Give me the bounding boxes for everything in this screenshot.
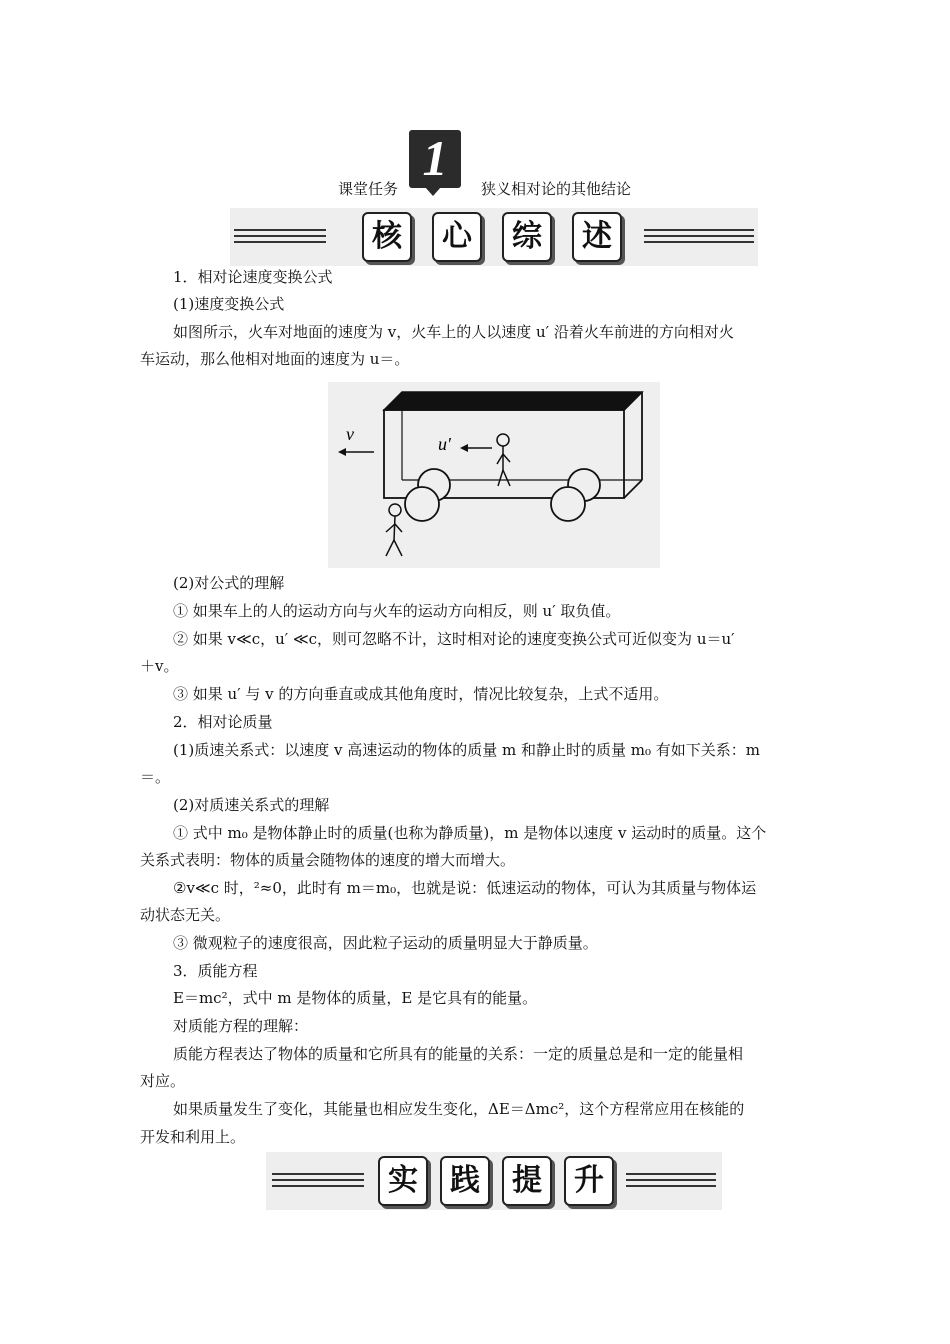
train-figure <box>328 382 660 568</box>
banner-practice <box>266 1152 722 1210</box>
section-heading: 2．相对论质量 <box>173 713 273 731</box>
banner-char: 核 <box>362 212 412 262</box>
list-item: 动状态无关。 <box>140 906 231 924</box>
list-item: ② 如果 v≪c，u′ ≪c，则可忽略不计，这时相对论的速度变换公式可近似变为 u＝u′ <box>173 630 735 648</box>
subheading: (2)对质速关系式的理解 <box>173 796 330 814</box>
subheading: (2)对公式的理解 <box>173 574 285 592</box>
paragraph: ＝。 <box>140 768 171 786</box>
paragraph: 对应。 <box>140 1072 186 1090</box>
paragraph: 车运动，那么他相对地面的速度为 u＝。 <box>140 350 410 368</box>
task-number: 1 <box>422 130 448 186</box>
paragraph: 质能方程表达了物体的质量和它所具有的能量的关系：一定的质量总是和一定的能量相 <box>173 1045 744 1063</box>
paragraph: 如图所示，火车对地面的速度为 v，火车上的人以速度 u′ 沿着火车前进的方向相对火 <box>173 323 734 341</box>
task-header <box>338 130 658 200</box>
label-u-prime: u′ <box>438 434 451 454</box>
list-item: 关系式表明：物体的质量会随物体的速度的增大而增大。 <box>140 851 516 869</box>
list-item: ③ 如果 u′ 与 v 的方向垂直或成其他角度时，情况比较复杂，上式不适用。 <box>173 685 669 703</box>
banner-char: 述 <box>572 212 622 262</box>
task-label: 课堂任务 <box>338 180 399 198</box>
banner-char: 升 <box>564 1156 614 1206</box>
paragraph: (1)质速关系式：以速度 v 高速运动的物体的质量 m 和静止时的质量 m₀ 有如下关系：m <box>173 741 761 759</box>
section-heading: 1．相对论速度变换公式 <box>173 268 333 286</box>
task-number-badge <box>409 130 461 188</box>
list-item: ②v≪c 时，²≈0，此时有 m＝m₀，也就是说：低速运动的物体，可认为其质量与物体运 <box>173 879 757 897</box>
list-item: ③ 微观粒子的速度很高，因此粒子运动的质量明显大于静质量。 <box>173 934 598 952</box>
paragraph: 如果质量发生了变化，其能量也相应发生变化，ΔE＝Δmc²，这个方程常应用在核能的 <box>173 1100 745 1118</box>
formula: E＝mc²，式中 m 是物体的质量，E 是它具有的能量。 <box>173 989 538 1007</box>
list-item: ① 如果车上的人的运动方向与火车的运动方向相反，则 u′ 取负值。 <box>173 602 621 620</box>
train-diagram <box>328 382 660 568</box>
list-item: ＋v。 <box>140 657 179 675</box>
banner-char: 综 <box>502 212 552 262</box>
banner-char: 心 <box>432 212 482 262</box>
subheading: (1)速度变换公式 <box>173 295 285 313</box>
subheading: 对质能方程的理解： <box>173 1017 309 1035</box>
banner-char: 实 <box>378 1156 428 1206</box>
list-item: ① 式中 m₀ 是物体静止时的质量(也称为静质量)，m 是物体以速度 v 运动时的质量。这个 <box>173 824 767 842</box>
banner-char: 提 <box>502 1156 552 1206</box>
label-v: v <box>346 424 354 444</box>
banner-core-summary <box>230 208 758 266</box>
paragraph: 开发和利用上。 <box>140 1128 246 1146</box>
banner-char: 践 <box>440 1156 490 1206</box>
task-title: 狭义相对论的其他结论 <box>481 180 632 198</box>
section-heading: 3．质能方程 <box>173 962 258 980</box>
